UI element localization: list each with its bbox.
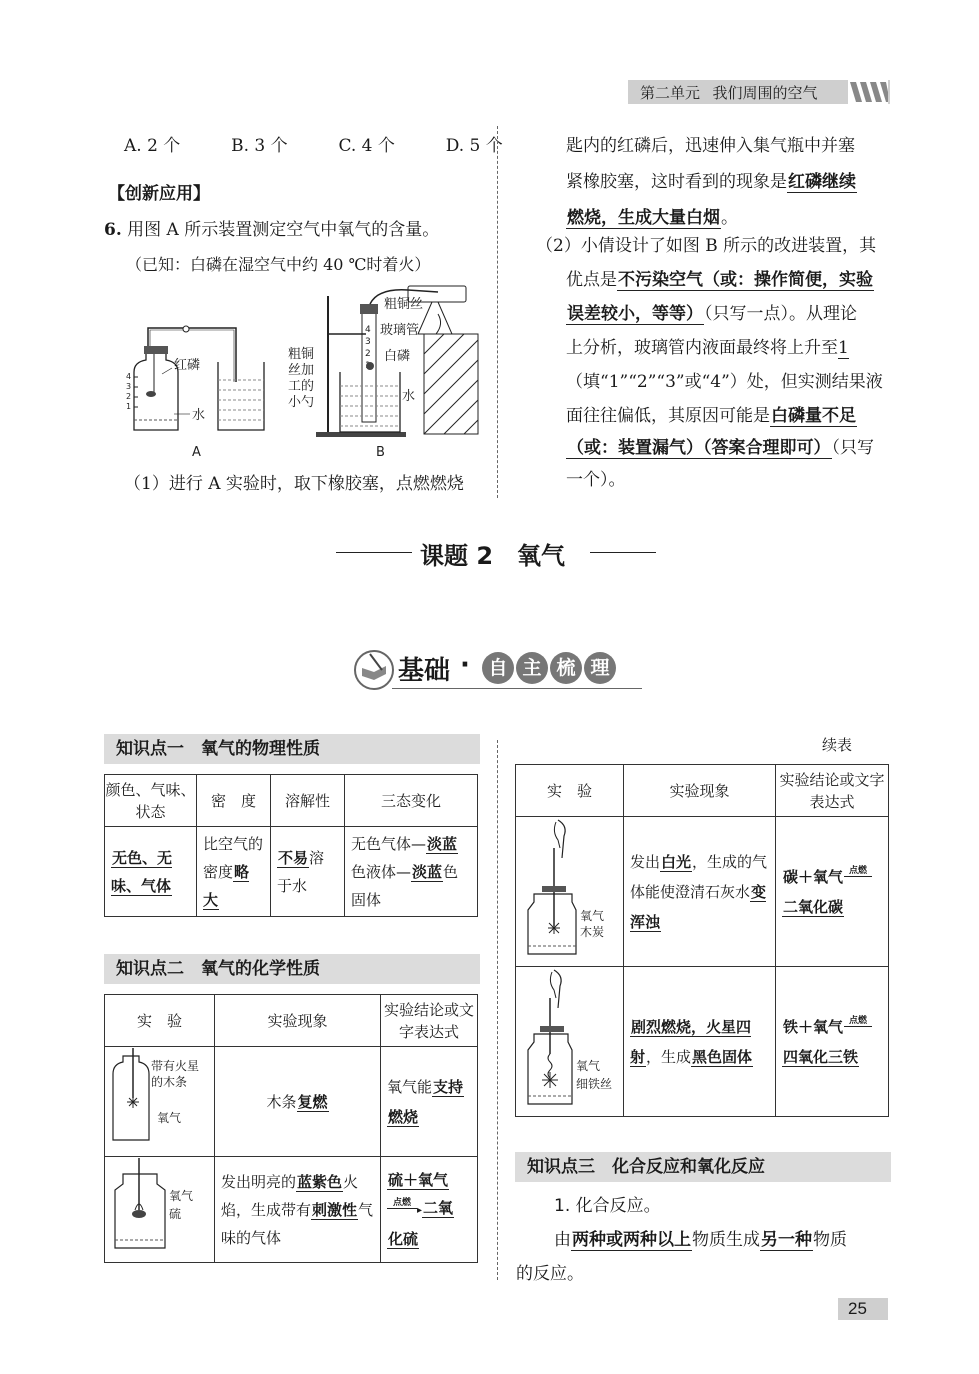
label-glass-tube: 玻璃管 <box>380 323 420 338</box>
header-unit: 第二单元 <box>640 85 701 102</box>
label-spoon-2: 丝加 <box>288 363 315 378</box>
kp2b-eq-carbon-product: 二氧化碳 <box>783 897 844 916</box>
r1-label-splint-1: 带有火星 <box>150 1058 199 1073</box>
kp2-r1-figure <box>105 1047 215 1157</box>
answer-advantage-b: 误差较小，等等） <box>567 304 703 324</box>
kp2b-header-1: 实 验 <box>516 765 624 817</box>
kp2b-r2-phen-a: ，生成 <box>646 1047 692 1066</box>
kp2-heading: 知识点二 氧气的化学性质 <box>104 954 480 984</box>
kp2b-eq-iron-product: 四氧化三铁 <box>783 1047 859 1066</box>
kp2-eq-sulfur-reactants: 硫＋氧气 <box>388 1171 449 1189</box>
apparatus-figure-a <box>124 322 274 462</box>
kp2b-r2-label-iron: 细铁丝 <box>575 1076 612 1091</box>
question-number: 6. <box>104 220 122 240</box>
label-water-a: 水 <box>192 408 206 423</box>
right-line-7 <box>566 330 849 366</box>
kp3-subheading: 1. 化合反应。 <box>554 1196 661 1216</box>
option-a: A. 2 个 <box>124 136 181 156</box>
kp2-eq-sulfur-product-b: 化硫 <box>388 1230 419 1248</box>
kp2b-r1-figure <box>516 817 624 967</box>
kp1-states-a: 无色气体— <box>351 834 427 853</box>
lesson-title: 课题 2 氧气 <box>420 542 566 570</box>
right-line-8: （填“1”“2”“3”或“4”）处，但实测结果液 <box>566 372 883 392</box>
header-stripes-decoration <box>848 80 888 104</box>
kp2b-r2-phenomenon <box>624 967 776 1117</box>
kp2-header-3: 实验结论或文字表达式 <box>381 995 478 1047</box>
kp1-cell-solubility <box>271 827 345 917</box>
kp1-header-1-text: 颜色、气味、状态 <box>105 780 196 821</box>
kp2b-answer-sparks: 剧烈燃烧，火星四射 <box>630 1017 752 1066</box>
banner-char-1: 自 <box>482 652 514 684</box>
section-heading: 【创新应用】 <box>108 184 210 204</box>
right-line-2 <box>566 164 857 200</box>
caption-a: A <box>192 445 201 460</box>
charcoal-bottle-illustration <box>518 818 622 958</box>
kp1-header-3: 溶解性 <box>271 775 345 827</box>
r1-label-oxygen: 氧气 <box>156 1110 181 1125</box>
kp3-line-1-mid: 物质生成 <box>692 1230 760 1250</box>
mark-b-3: 3 <box>365 337 371 347</box>
banner-char-2: 主 <box>516 652 548 684</box>
kp2b-answer-turbid: 变浑浊 <box>630 882 767 931</box>
caption-b: B <box>376 445 385 460</box>
label-spoon-4: 小勺 <box>288 395 315 410</box>
right-line-5-text: 优点是 <box>566 270 617 290</box>
right-line-7-text: 上分析，玻璃管内液面最终将上升至 <box>566 338 838 358</box>
column-divider-bottom <box>497 740 498 1280</box>
kp2b-answer-black-solid: 黑色固体 <box>692 1047 753 1066</box>
label-spoon-3: 工的 <box>288 379 315 394</box>
kp3-answer-two-or-more: 两种或两种以上 <box>572 1230 691 1250</box>
kp2b-eq-iron-reactants: 铁＋氧气 <box>783 1017 844 1036</box>
answer-reason-b: （或：装置漏气）（答案合理即可） <box>567 438 831 458</box>
mark-b-4: 4 <box>365 325 371 335</box>
kp3-answer-another: 另一种 <box>761 1230 812 1250</box>
label-water-b: 水 <box>402 389 416 404</box>
book-pen-icon <box>352 648 396 692</box>
right-line-6-tail: （只写一点）。从理论 <box>704 304 857 324</box>
kp1-density-text: 比空气的密度 <box>203 834 264 881</box>
label-copper-wire: 粗铜丝 <box>384 297 424 312</box>
kp1-cell-density <box>197 827 271 917</box>
right-line-3-tail: 。 <box>721 208 738 228</box>
kp2-answer-support: 支持 <box>433 1077 464 1096</box>
answer-level: 1 <box>838 338 849 358</box>
iron-wire-bottle-illustration <box>518 968 622 1108</box>
kp2b-eq-carbon-reactants: 碳＋氧气 <box>783 867 844 886</box>
q6-part1: （1）进行 A 实验时，取下橡胶塞，点燃燃烧 <box>124 474 464 494</box>
kp2b-r1-label-charcoal: 木炭 <box>579 924 604 939</box>
question-6 <box>104 212 439 248</box>
kp3-line-1-pre: 由 <box>554 1230 571 1250</box>
kp3-heading: 知识点三 化合反应和氧化反应 <box>515 1152 891 1182</box>
mark-1: 1 <box>126 402 132 411</box>
r2-label-oxygen: 氧气 <box>168 1188 193 1203</box>
kp2b-r2-figure <box>516 967 624 1117</box>
continued-label: 续表 <box>822 736 853 754</box>
kp1-header-2: 密 度 <box>197 775 271 827</box>
kp3-line-2: 的反应。 <box>516 1264 584 1284</box>
kp1-states-b: 色液体— <box>351 862 412 881</box>
kp1-cell-states <box>345 827 478 917</box>
option-d: D. 5 个 <box>445 136 503 156</box>
kp2b-header-2: 实验现象 <box>624 765 776 817</box>
banner-underline <box>392 688 642 689</box>
kp2-continued-table <box>515 764 889 1117</box>
right-line-9 <box>566 398 857 434</box>
kp2-r1-conclusion <box>381 1047 478 1157</box>
right-line-10-tail: （只写 <box>831 438 874 458</box>
basics-banner <box>352 648 642 692</box>
right-line-6 <box>566 296 857 332</box>
kp1-states-c: 色固体 <box>351 862 459 909</box>
kp2b-r1-phenomenon <box>624 817 776 967</box>
kp2-r2-phen-a: 发出明亮的 <box>221 1172 297 1191</box>
running-header <box>640 82 818 103</box>
kp2-r2-figure <box>105 1157 215 1263</box>
kp1-answer-solid: 淡蓝 <box>412 862 443 881</box>
kp2b-r1-conclusion <box>776 817 889 967</box>
right-line-11: 一个）。 <box>566 470 626 490</box>
kp2-r1-conc-text: 氧气能 <box>387 1077 433 1096</box>
kp2b-eq-carbon-condition: 点燃 <box>844 866 872 877</box>
mark-b-2: 2 <box>365 349 371 359</box>
kp1-table <box>104 774 478 917</box>
banner-char-3: 梳 <box>550 652 582 684</box>
option-b: B. 3 个 <box>231 136 288 156</box>
kp1-heading: 知识点一 氧气的物理性质 <box>104 734 480 764</box>
kp2-r1-phen-text: 木条 <box>266 1092 297 1111</box>
kp2b-answer-white-light: 白光 <box>661 852 692 871</box>
kp2-answer-rekindle: 复燃 <box>297 1092 328 1111</box>
kp1-answer-color: 无色、无味、气体 <box>111 848 173 895</box>
mark-2: 2 <box>126 392 132 401</box>
page-number: 25 <box>838 1298 888 1320</box>
kp1-answer-liquid: 淡蓝 <box>427 834 458 853</box>
kp3-line-1 <box>554 1222 847 1258</box>
label-spoon-1: 粗铜 <box>288 347 315 362</box>
right-line-5 <box>566 262 874 298</box>
kp2b-header-3: 实验结论或文字表达式 <box>776 765 889 817</box>
right-line-1: 匙内的红磷后，迅速伸入集气瓶中并塞 <box>566 136 855 156</box>
kp2-header-2: 实验现象 <box>215 995 381 1047</box>
kp2-r2-phen-b: 火焰，生成带有 <box>221 1172 359 1219</box>
kp1-header-4: 三态变化 <box>345 775 478 827</box>
kp2b-eq-iron-condition: 点燃 <box>844 1016 872 1027</box>
kp2-answer-pungent: 刺激性 <box>312 1200 358 1219</box>
kp2-eq-sulfur-condition: 点燃 <box>387 1198 417 1209</box>
kp1-answer-solubility: 不易 <box>278 848 309 867</box>
column-divider-top <box>497 126 498 498</box>
kp2-r2-phen-c: 气味的气体 <box>221 1200 374 1247</box>
answer-advantage-a: 不污染空气（或：操作简便，实验 <box>618 270 873 290</box>
kp2b-r1-label-oxygen: 氧气 <box>579 908 604 923</box>
kp2-table <box>104 994 478 1263</box>
kp2b-r2-label-oxygen: 氧气 <box>575 1058 600 1073</box>
kp1-cell-color <box>105 827 197 917</box>
banner-char-4: 理 <box>584 652 616 684</box>
banner-basics: 基础 <box>398 656 451 686</box>
right-line-10 <box>566 430 874 466</box>
r2-label-sulfur: 硫 <box>168 1206 181 1221</box>
question-note: （已知：白磷在湿空气中约 40 ℃时着火） <box>126 255 431 274</box>
title-rule-right <box>590 552 656 553</box>
kp2-r2-phenomenon <box>215 1157 381 1263</box>
kp2-eq-sulfur-product-a: 二氧 <box>423 1199 454 1217</box>
answer-red-p-continues: 红磷继续 <box>788 172 856 192</box>
kp2b-r1-phen-b: ，生成的气体能使澄清石灰水 <box>630 852 768 901</box>
answer-white-smoke: 燃烧，生成大量白烟 <box>567 208 720 228</box>
label-red-phosphorus: 红磷 <box>174 358 201 373</box>
right-line-9-text: 面往往偏低，其原因可能是 <box>566 406 770 426</box>
kp2-r1-phenomenon <box>215 1047 381 1157</box>
kp3-line-1-tail: 物质 <box>813 1230 847 1250</box>
title-rule-left <box>336 552 412 553</box>
answer-reason-a: 白磷量不足 <box>771 406 856 426</box>
apparatus-figure-b <box>288 284 484 462</box>
kp2b-r1-phen-a: 发出 <box>630 852 661 871</box>
kp2-r2-conclusion: 硫＋氧气 点燃▸二氧 化硫 <box>381 1157 478 1263</box>
kp2b-r2-conclusion <box>776 967 889 1117</box>
banner-dot: · <box>460 650 470 680</box>
option-c: C. 4 个 <box>338 136 395 156</box>
right-line-2-text: 紧橡胶塞，这时看到的现象是 <box>566 172 787 192</box>
answer-options <box>124 128 503 164</box>
kp1-answer-density: 略大 <box>203 862 250 909</box>
splint-bottle-illustration <box>107 1048 213 1148</box>
r1-label-splint-2: 的木条 <box>150 1074 187 1089</box>
label-white-phosphorus: 白磷 <box>384 349 411 364</box>
sulfur-bottle-illustration <box>107 1158 213 1254</box>
kp2-answer-combustion: 燃烧 <box>388 1107 419 1126</box>
kp2-answer-blue-violet: 蓝紫色 <box>297 1172 343 1191</box>
banner-circles <box>482 652 616 684</box>
kp1-header-1 <box>105 775 197 827</box>
kp1-solubility-text: 溶于水 <box>277 848 325 895</box>
right-line-4: （2）小倩设计了如图 B 所示的改进装置，其 <box>536 236 877 256</box>
kp2-header-1: 实 验 <box>105 995 215 1047</box>
mark-4: 4 <box>126 372 132 381</box>
mark-3: 3 <box>126 382 132 391</box>
question-text: 用图 A 所示装置测定空气中氧气的含量。 <box>127 220 440 240</box>
header-title: 我们周围的空气 <box>712 85 818 102</box>
